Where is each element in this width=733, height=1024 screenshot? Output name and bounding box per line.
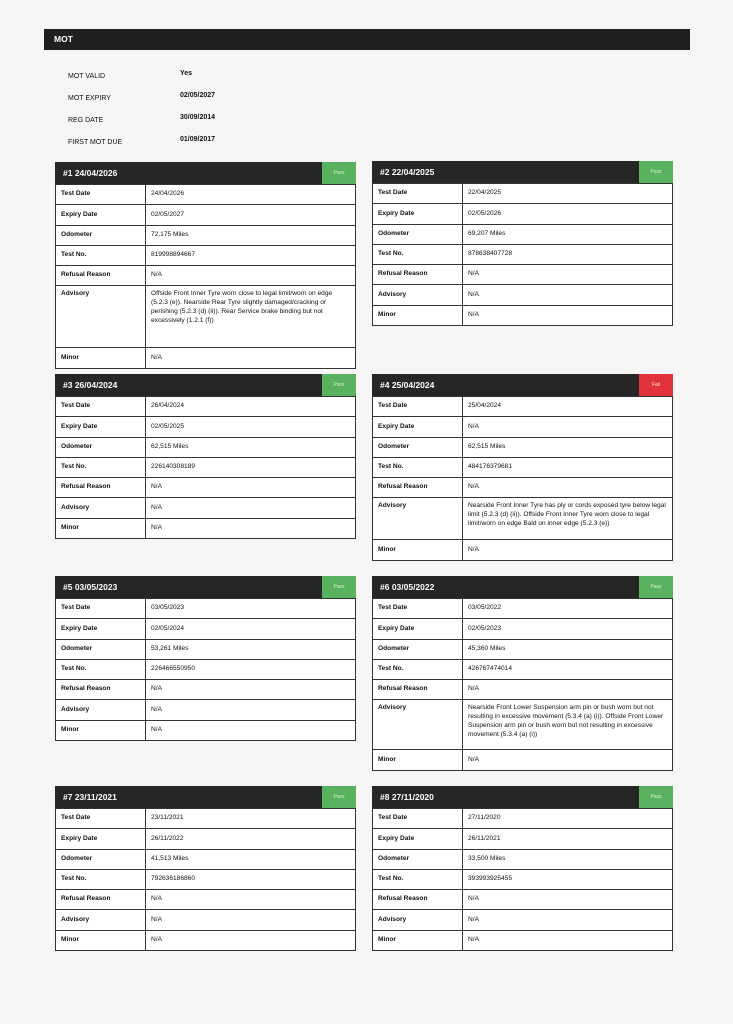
field-value: 03/05/2022	[463, 599, 673, 619]
field-value: 02/05/2026	[463, 204, 673, 224]
field-label: Expiry Date	[373, 417, 463, 437]
field-label: Odometer	[56, 225, 146, 245]
mot-test-card-header	[372, 576, 673, 598]
field-label: Refusal Reason	[56, 478, 146, 498]
table-row-refusal-reason	[56, 266, 356, 286]
field-value: 484176379681	[463, 457, 673, 477]
mot-test-card-header	[55, 786, 356, 808]
field-value: 45,360 Miles	[463, 639, 673, 659]
field-value: 393993925455	[463, 869, 673, 889]
mot-test-card-header	[372, 161, 673, 183]
field-label: Test Date	[56, 809, 146, 829]
table-row-expiry-date	[373, 619, 673, 639]
field-label: Odometer	[373, 639, 463, 659]
field-label: Advisory	[56, 700, 146, 720]
summary-label: REG DATE	[68, 117, 104, 124]
table-row-minor	[56, 720, 356, 740]
section-title-bar	[44, 29, 690, 50]
mot-test-card	[55, 576, 356, 741]
mot-test-card	[372, 161, 673, 326]
field-label: Minor	[373, 305, 463, 325]
mot-test-table	[55, 184, 356, 369]
field-label: Test No.	[56, 659, 146, 679]
mot-test-title: #6 03/05/2022	[380, 582, 435, 592]
field-label: Advisory	[373, 285, 463, 305]
field-value: N/A	[463, 285, 673, 305]
field-label: Expiry Date	[373, 619, 463, 639]
field-label: Minor	[373, 540, 463, 560]
field-label: Test Date	[56, 397, 146, 417]
table-row-test-date	[373, 599, 673, 619]
table-row-advisory	[373, 285, 673, 305]
field-value: N/A	[463, 305, 673, 325]
mot-test-title: #1 24/04/2026	[63, 168, 118, 178]
field-label: Expiry Date	[56, 829, 146, 849]
field-label: Advisory	[373, 498, 463, 540]
table-row-odometer	[56, 639, 356, 659]
mot-test-title: #5 03/05/2023	[63, 582, 118, 592]
field-label: Odometer	[373, 224, 463, 244]
table-row-advisory	[56, 910, 356, 930]
field-label: Refusal Reason	[56, 890, 146, 910]
table-row-minor	[56, 518, 356, 538]
result-badge: Pass	[322, 786, 356, 808]
table-row-refusal-reason	[56, 478, 356, 498]
field-label: Advisory	[373, 700, 463, 750]
field-value: N/A	[463, 680, 673, 700]
mot-test-card	[55, 162, 356, 369]
field-value: N/A	[146, 890, 356, 910]
table-row-test-date	[373, 184, 673, 204]
mot-test-table	[55, 598, 356, 741]
field-label: Test No.	[56, 869, 146, 889]
field-value: N/A	[146, 700, 356, 720]
mot-test-card	[55, 786, 356, 951]
field-label: Odometer	[56, 437, 146, 457]
field-label: Test Date	[373, 809, 463, 829]
field-value: N/A	[146, 680, 356, 700]
mot-test-table	[55, 808, 356, 951]
mot-test-card	[55, 374, 356, 539]
field-value: N/A	[463, 478, 673, 498]
field-value: N/A	[463, 930, 673, 950]
field-label: Test No.	[373, 457, 463, 477]
table-row-odometer	[56, 225, 356, 245]
summary-label: FIRST MOT DUE	[68, 139, 123, 146]
field-value: 426767474014	[463, 659, 673, 679]
table-row-refusal-reason	[373, 265, 673, 285]
summary-value: 02/05/2027	[180, 92, 216, 99]
summary-label: MOT EXPIRY	[68, 95, 111, 102]
field-value: N/A	[146, 498, 356, 518]
field-value: N/A	[146, 348, 356, 368]
field-label: Test Date	[56, 185, 146, 205]
mot-test-table	[372, 183, 673, 326]
table-row-test-no	[56, 869, 356, 889]
table-row-advisory	[56, 498, 356, 518]
table-row-expiry-date	[373, 204, 673, 224]
table-row-test-date	[56, 397, 356, 417]
summary-value: 01/09/2017	[180, 136, 216, 143]
summary-label: MOT VALID	[68, 73, 106, 80]
field-label: Minor	[56, 930, 146, 950]
field-label: Test Date	[373, 599, 463, 619]
mot-test-title: #3 26/04/2024	[63, 380, 118, 390]
result-badge: Pass	[639, 786, 673, 808]
field-label: Advisory	[56, 286, 146, 348]
field-label: Odometer	[56, 639, 146, 659]
mot-test-title: #4 25/04/2024	[380, 380, 435, 390]
field-value: N/A	[463, 890, 673, 910]
table-row-test-no	[373, 457, 673, 477]
result-badge: Pass	[639, 576, 673, 598]
section-title: MOT	[54, 34, 73, 44]
field-value: 02/05/2025	[146, 417, 356, 437]
field-label: Minor	[56, 720, 146, 740]
field-value: 26/04/2024	[146, 397, 356, 417]
table-row-refusal-reason	[373, 890, 673, 910]
field-label: Expiry Date	[56, 417, 146, 437]
field-label: Test Date	[373, 184, 463, 204]
table-row-minor	[373, 750, 673, 770]
field-value: N/A	[463, 417, 673, 437]
table-row-refusal-reason	[56, 890, 356, 910]
field-value: 226466550950	[146, 659, 356, 679]
field-value: Offside Front Inner Tyre worn close to legal limit/worn on edge (5.2.3 (e)). Nearside Rear Tyre slightly damaged/cracking or perishing (5.2.3 (d) (ii)). Rear Service brake binding but not excessively (1.2.1 (f))	[146, 286, 356, 348]
field-value: 819998894667	[146, 245, 356, 265]
field-label: Test No.	[56, 245, 146, 265]
field-value: 23/11/2021	[146, 809, 356, 829]
field-label: Odometer	[373, 849, 463, 869]
mot-test-card	[372, 576, 673, 771]
field-label: Minor	[56, 348, 146, 368]
result-badge: Pass	[322, 374, 356, 396]
field-value: N/A	[146, 910, 356, 930]
field-value: N/A	[463, 540, 673, 560]
mot-test-table	[372, 396, 673, 561]
table-row-test-date	[373, 397, 673, 417]
mot-test-title: #8 27/11/2020	[380, 792, 434, 802]
field-value: 26/11/2021	[463, 829, 673, 849]
table-row-advisory	[56, 700, 356, 720]
table-row-odometer	[373, 849, 673, 869]
field-label: Expiry Date	[56, 619, 146, 639]
table-row-minor	[56, 348, 356, 368]
mot-test-card-header	[372, 786, 673, 808]
field-value: N/A	[463, 265, 673, 285]
mot-test-title: #2 22/04/2025	[380, 167, 435, 177]
table-row-refusal-reason	[373, 478, 673, 498]
field-label: Odometer	[56, 849, 146, 869]
field-value: 22/04/2025	[463, 184, 673, 204]
field-value: 26/11/2022	[146, 829, 356, 849]
field-label: Advisory	[56, 498, 146, 518]
field-label: Odometer	[373, 437, 463, 457]
field-label: Test No.	[56, 457, 146, 477]
field-value: N/A	[146, 266, 356, 286]
table-row-test-date	[373, 809, 673, 829]
table-row-test-no	[56, 457, 356, 477]
field-label: Expiry Date	[373, 204, 463, 224]
field-label: Test No.	[373, 659, 463, 679]
field-value: 69,207 Miles	[463, 224, 673, 244]
table-row-odometer	[373, 437, 673, 457]
table-row-refusal-reason	[56, 680, 356, 700]
field-label: Refusal Reason	[373, 265, 463, 285]
field-value: 878638407728	[463, 244, 673, 264]
field-value: 02/05/2024	[146, 619, 356, 639]
field-value: 41,513 Miles	[146, 849, 356, 869]
table-row-expiry-date	[56, 829, 356, 849]
field-label: Minor	[373, 750, 463, 770]
table-row-expiry-date	[373, 829, 673, 849]
field-value: N/A	[146, 930, 356, 950]
result-badge: Fail	[639, 374, 673, 396]
field-value: 03/05/2023	[146, 599, 356, 619]
field-label: Test No.	[373, 244, 463, 264]
field-value: N/A	[146, 720, 356, 740]
field-label: Test Date	[373, 397, 463, 417]
mot-test-table	[372, 808, 673, 951]
table-row-odometer	[56, 849, 356, 869]
mot-test-table	[55, 396, 356, 539]
table-row-expiry-date	[56, 417, 356, 437]
field-value: 53,261 Miles	[146, 639, 356, 659]
field-value: 02/05/2023	[463, 619, 673, 639]
field-value: Nearside Front Lower Suspension arm pin or bush worn but not resulting in excessive movement (5.3.4 (a) (i)). Offside Front Lower Suspension arm pin or bush worn but not resulting in excessive movement (5.3.4 (a) (i))	[463, 700, 673, 750]
mot-test-card-header	[55, 374, 356, 396]
field-value: 62,515 Miles	[463, 437, 673, 457]
table-row-expiry-date	[56, 205, 356, 225]
table-row-expiry-date	[373, 417, 673, 437]
table-row-test-no	[56, 245, 356, 265]
field-value: Nearside Front Inner Tyre has ply or cords exposed tyre below legal limit (5.2.3 (d) (ii)). Offside Front Inner Tyre worn close to legal limit/worn on edge Bald on inner edge (5.2.3 (e))	[463, 498, 673, 540]
field-label: Refusal Reason	[56, 266, 146, 286]
table-row-test-no	[373, 244, 673, 264]
mot-test-table	[372, 598, 673, 771]
summary-value: Yes	[180, 70, 193, 77]
mot-test-card-header	[55, 576, 356, 598]
table-row-advisory	[56, 286, 356, 348]
field-value: 27/11/2020	[463, 809, 673, 829]
field-value: 62,515 Miles	[146, 437, 356, 457]
mot-test-card	[372, 786, 673, 951]
result-badge: Pass	[322, 576, 356, 598]
result-badge: Pass	[639, 161, 673, 183]
table-row-odometer	[56, 437, 356, 457]
field-label: Expiry Date	[56, 205, 146, 225]
mot-test-card-header	[55, 162, 356, 184]
table-row-odometer	[373, 224, 673, 244]
mot-test-card-header	[372, 374, 673, 396]
field-label: Advisory	[56, 910, 146, 930]
result-badge: Pass	[322, 162, 356, 184]
table-row-test-date	[56, 599, 356, 619]
table-row-test-date	[56, 185, 356, 205]
field-label: Refusal Reason	[373, 890, 463, 910]
field-value: 792636186860	[146, 869, 356, 889]
field-label: Refusal Reason	[373, 680, 463, 700]
field-value: 02/05/2027	[146, 205, 356, 225]
field-label: Refusal Reason	[373, 478, 463, 498]
table-row-expiry-date	[56, 619, 356, 639]
table-row-test-date	[56, 809, 356, 829]
field-label: Test Date	[56, 599, 146, 619]
field-value: N/A	[146, 518, 356, 538]
table-row-minor	[373, 930, 673, 950]
mot-test-card	[372, 374, 673, 561]
table-row-odometer	[373, 639, 673, 659]
field-label: Minor	[373, 930, 463, 950]
field-value: 25/04/2024	[463, 397, 673, 417]
table-row-advisory	[373, 910, 673, 930]
field-label: Refusal Reason	[56, 680, 146, 700]
table-row-test-no	[373, 659, 673, 679]
field-label: Minor	[56, 518, 146, 538]
table-row-refusal-reason	[373, 680, 673, 700]
table-row-advisory	[373, 700, 673, 750]
field-label: Expiry Date	[373, 829, 463, 849]
field-label: Test No.	[373, 869, 463, 889]
field-value: 33,500 Miles	[463, 849, 673, 869]
table-row-minor	[373, 305, 673, 325]
field-value: N/A	[463, 910, 673, 930]
field-label: Advisory	[373, 910, 463, 930]
field-value: 72,175 Miles	[146, 225, 356, 245]
field-value: 226140308189	[146, 457, 356, 477]
table-row-minor	[373, 540, 673, 560]
table-row-test-no	[373, 869, 673, 889]
mot-test-title: #7 23/11/2021	[63, 792, 117, 802]
field-value: N/A	[463, 750, 673, 770]
table-row-minor	[56, 930, 356, 950]
field-value: N/A	[146, 478, 356, 498]
field-value: 24/04/2026	[146, 185, 356, 205]
summary-value: 30/09/2014	[180, 114, 216, 121]
table-row-test-no	[56, 659, 356, 679]
table-row-advisory	[373, 498, 673, 540]
